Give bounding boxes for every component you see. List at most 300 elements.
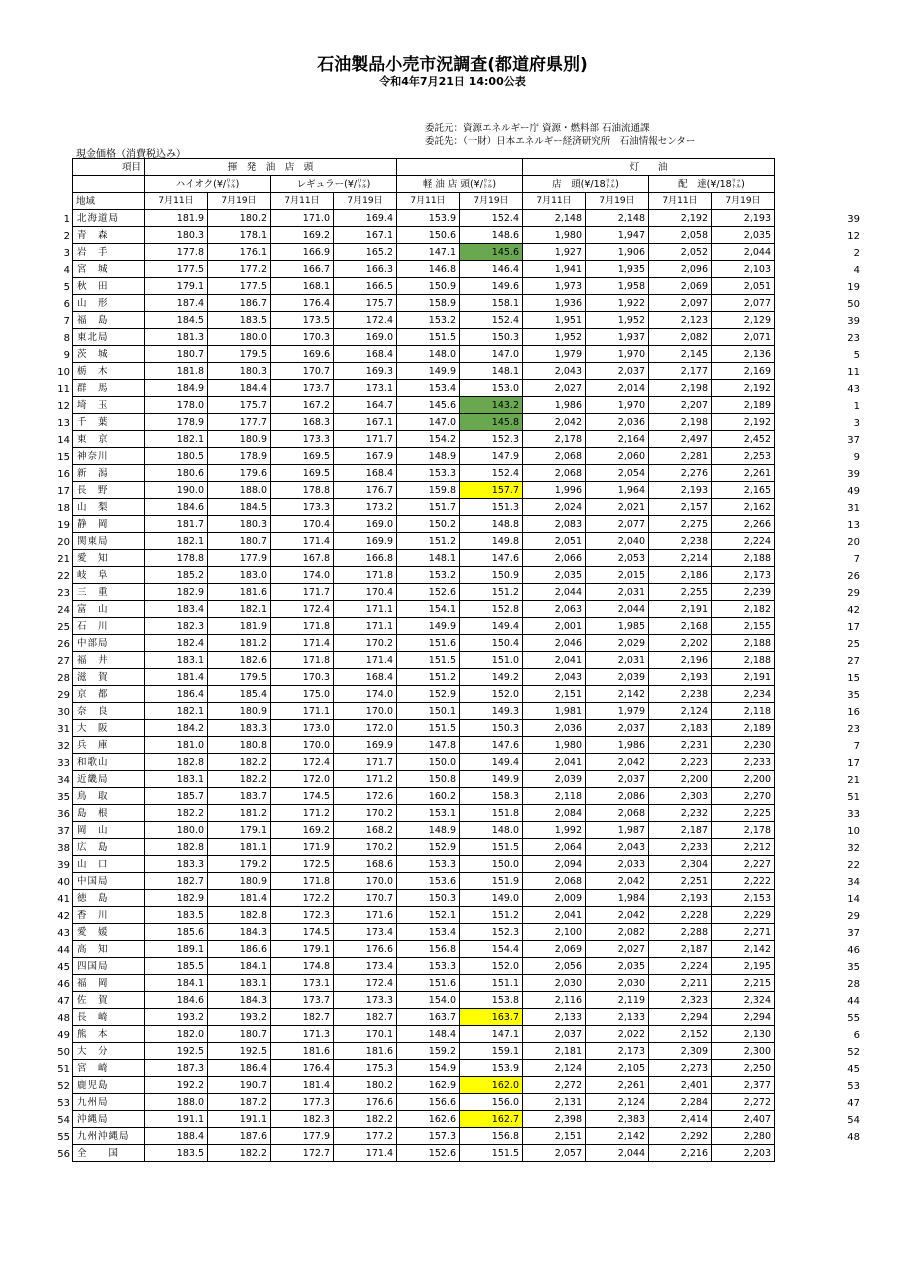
rank-value: 45 [847, 1064, 860, 1075]
row-number: 54 [57, 1115, 70, 1126]
price-cell: 2,036 [586, 414, 649, 431]
price-cell: 185.6 [145, 924, 208, 941]
price-cell: 2,233 [712, 754, 775, 771]
price-cell: 183.5 [208, 312, 271, 329]
price-cell: 192.2 [145, 1077, 208, 1094]
price-cell: 2,043 [586, 839, 649, 856]
price-cell: 151.7 [397, 499, 460, 516]
price-cell: 182.2 [208, 771, 271, 788]
rank-value: 26 [847, 571, 860, 582]
price-cell: 2,234 [712, 686, 775, 703]
row-number: 11 [57, 384, 70, 395]
price-cell: 152.3 [460, 431, 523, 448]
region-name: 徳 島 [73, 890, 145, 907]
price-table [72, 158, 775, 1162]
price-cell: 178.8 [271, 482, 334, 499]
table-row [73, 635, 775, 652]
row-number: 50 [57, 1047, 70, 1058]
price-cell: 173.1 [334, 380, 397, 397]
price-cell: 2,044 [586, 1145, 649, 1162]
price-cell: 2,063 [523, 601, 586, 618]
row-number: 40 [57, 877, 70, 888]
price-cell: 2,196 [649, 652, 712, 669]
price-cell: 173.4 [334, 958, 397, 975]
rank-value: 42 [847, 605, 860, 616]
price-cell: 181.8 [145, 363, 208, 380]
rank-value: 48 [847, 1132, 860, 1143]
row-number: 30 [57, 707, 70, 718]
price-cell: 156.8 [397, 941, 460, 958]
price-cell: 150.6 [397, 227, 460, 244]
price-cell: 1,937 [586, 329, 649, 346]
price-cell: 173.7 [271, 992, 334, 1009]
price-cell: 149.4 [460, 618, 523, 635]
price-cell: 173.3 [334, 992, 397, 1009]
table-row [73, 227, 775, 244]
price-cell: 188.4 [145, 1128, 208, 1145]
price-cell: 171.4 [271, 635, 334, 652]
price-cell: 173.2 [334, 499, 397, 516]
rank-value: 10 [847, 826, 860, 837]
price-cell: 162.7 [460, 1111, 523, 1128]
price-cell: 171.9 [271, 839, 334, 856]
price-cell: 182.3 [271, 1111, 334, 1128]
price-cell: 2,057 [523, 1145, 586, 1162]
price-cell: 170.2 [334, 635, 397, 652]
price-cell: 184.6 [145, 499, 208, 516]
price-cell: 181.7 [145, 516, 208, 533]
price-cell: 2,192 [712, 414, 775, 431]
price-cell: 2,198 [649, 414, 712, 431]
rank-value: 25 [847, 639, 860, 650]
price-cell: 2,051 [523, 533, 586, 550]
price-cell: 2,044 [712, 244, 775, 261]
price-cell: 178.9 [208, 448, 271, 465]
price-cell: 2,086 [586, 788, 649, 805]
table-row [73, 431, 775, 448]
price-cell: 2,233 [649, 839, 712, 856]
price-cell: 2,266 [712, 516, 775, 533]
region-name: 鹿児島 [73, 1077, 145, 1094]
date-header: 7月19日 [208, 193, 271, 210]
price-cell: 180.7 [145, 346, 208, 363]
table-row [73, 754, 775, 771]
price-cell: 186.6 [208, 941, 271, 958]
price-cell: 146.4 [460, 261, 523, 278]
price-cell: 2,202 [649, 635, 712, 652]
price-cell: 184.2 [145, 720, 208, 737]
price-cell: 2,198 [649, 380, 712, 397]
row-number: 48 [57, 1013, 70, 1024]
price-cell: 167.8 [271, 550, 334, 567]
price-cell: 182.3 [145, 618, 208, 635]
rank-value: 23 [847, 724, 860, 735]
price-cell: 2,261 [712, 465, 775, 482]
price-cell: 190.0 [145, 482, 208, 499]
region-name: 熊 本 [73, 1026, 145, 1043]
table-row [73, 295, 775, 312]
price-cell: 185.5 [145, 958, 208, 975]
price-cell: 2,021 [586, 499, 649, 516]
price-cell: 2,203 [712, 1145, 775, 1162]
price-cell: 1,980 [523, 227, 586, 244]
price-cell: 2,054 [586, 465, 649, 482]
table-row [73, 975, 775, 992]
table-row [73, 805, 775, 822]
rank-value: 37 [847, 928, 860, 939]
price-cell: 181.9 [208, 618, 271, 635]
price-cell: 2,383 [586, 1111, 649, 1128]
row-number: 5 [63, 282, 70, 293]
price-cell: 182.9 [145, 890, 208, 907]
price-cell: 182.6 [208, 652, 271, 669]
price-cell: 2,094 [523, 856, 586, 873]
price-cell: 152.4 [460, 465, 523, 482]
region-name: 滋 賀 [73, 669, 145, 686]
price-cell: 182.2 [208, 754, 271, 771]
price-cell: 177.3 [271, 1094, 334, 1111]
row-number: 8 [63, 333, 70, 344]
rank-value: 17 [847, 758, 860, 769]
table-row [73, 703, 775, 720]
price-cell: 181.2 [208, 635, 271, 652]
price-cell: 2,294 [649, 1009, 712, 1026]
price-cell: 143.2 [460, 397, 523, 414]
region-name: 千 葉 [73, 414, 145, 431]
price-cell: 152.0 [460, 686, 523, 703]
commissioner-note: 委託元：資源エネルギー庁 資源・燃料部 石油流通課 [425, 123, 650, 134]
rank-value: 37 [847, 435, 860, 446]
row-number: 28 [57, 673, 70, 684]
price-cell: 2,284 [649, 1094, 712, 1111]
price-cell: 152.6 [397, 1145, 460, 1162]
region-name: 青 森 [73, 227, 145, 244]
price-cell: 2,041 [523, 754, 586, 771]
price-cell: 1,979 [586, 703, 649, 720]
date-header: 7月11日 [271, 193, 334, 210]
price-cell: 176.4 [271, 1060, 334, 1077]
price-cell: 2,238 [649, 533, 712, 550]
price-cell: 150.3 [397, 890, 460, 907]
price-cell: 185.2 [145, 567, 208, 584]
price-cell: 1,958 [586, 278, 649, 295]
price-cell: 2,214 [649, 550, 712, 567]
price-cell: 180.6 [145, 465, 208, 482]
price-cell: 183.0 [208, 567, 271, 584]
price-cell: 162.0 [460, 1077, 523, 1094]
price-cell: 171.4 [334, 1145, 397, 1162]
region-name: 福 島 [73, 312, 145, 329]
price-cell: 2,188 [712, 550, 775, 567]
price-cell: 156.0 [460, 1094, 523, 1111]
price-cell: 170.2 [334, 839, 397, 856]
price-cell: 172.4 [271, 754, 334, 771]
row-number: 56 [57, 1149, 70, 1160]
row-number: 27 [57, 656, 70, 667]
region-name: 石 川 [73, 618, 145, 635]
table-row [73, 669, 775, 686]
price-cell: 153.3 [397, 465, 460, 482]
rank-value: 14 [847, 894, 860, 905]
price-cell: 176.6 [334, 941, 397, 958]
price-cell: 2,222 [712, 873, 775, 890]
table-row [73, 312, 775, 329]
price-cell: 2,083 [523, 516, 586, 533]
price-cell: 182.1 [145, 703, 208, 720]
regular-header: レギュラー(¥/㍑) [271, 176, 397, 193]
price-cell: 154.1 [397, 601, 460, 618]
price-cell: 167.9 [334, 448, 397, 465]
item-label: 項目 [73, 159, 145, 176]
price-cell: 2,035 [712, 227, 775, 244]
price-cell: 150.1 [397, 703, 460, 720]
price-cell: 2,131 [523, 1094, 586, 1111]
region-name: 長 野 [73, 482, 145, 499]
price-cell: 179.1 [271, 941, 334, 958]
price-cell: 171.1 [271, 703, 334, 720]
region-name: 中部局 [73, 635, 145, 652]
price-cell: 2,177 [649, 363, 712, 380]
price-cell: 148.0 [460, 822, 523, 839]
price-cell: 187.3 [145, 1060, 208, 1077]
price-cell: 2,046 [523, 635, 586, 652]
table-row [73, 907, 775, 924]
price-cell: 152.4 [460, 210, 523, 227]
price-cell: 2,211 [649, 975, 712, 992]
price-cell: 1,935 [586, 261, 649, 278]
price-cell: 163.7 [460, 1009, 523, 1026]
price-cell: 147.9 [460, 448, 523, 465]
price-cell: 2,116 [523, 992, 586, 1009]
price-cell: 2,178 [712, 822, 775, 839]
price-cell: 1,922 [586, 295, 649, 312]
price-cell: 1,951 [523, 312, 586, 329]
table-row [73, 618, 775, 635]
date-header: 7月19日 [712, 193, 775, 210]
price-cell: 2,275 [649, 516, 712, 533]
price-cell: 2,168 [649, 618, 712, 635]
price-cell: 2,037 [586, 771, 649, 788]
price-cell: 186.4 [208, 1060, 271, 1077]
price-cell: 169.5 [271, 465, 334, 482]
price-cell: 180.7 [208, 1026, 271, 1043]
price-cell: 152.9 [397, 686, 460, 703]
gasoline-header: 揮 発 油 店 頭 [145, 159, 397, 176]
price-cell: 151.0 [460, 652, 523, 669]
price-cell: 180.2 [334, 1077, 397, 1094]
table-row [73, 244, 775, 261]
price-cell: 2,173 [712, 567, 775, 584]
row-number: 53 [57, 1098, 70, 1109]
price-cell: 157.7 [460, 482, 523, 499]
price-cell: 154.0 [397, 992, 460, 1009]
price-cell: 2,077 [586, 516, 649, 533]
price-cell: 166.8 [334, 550, 397, 567]
date-header: 7月11日 [397, 193, 460, 210]
price-cell: 2,227 [712, 856, 775, 873]
region-name: 四国局 [73, 958, 145, 975]
price-cell: 2,037 [586, 363, 649, 380]
price-cell: 171.8 [271, 652, 334, 669]
region-name: 静 岡 [73, 516, 145, 533]
price-cell: 171.2 [271, 805, 334, 822]
region-name: 沖縄局 [73, 1111, 145, 1128]
price-cell: 180.3 [145, 227, 208, 244]
price-cell: 2,035 [523, 567, 586, 584]
rank-value: 55 [847, 1013, 860, 1024]
price-cell: 1,906 [586, 244, 649, 261]
price-cell: 149.9 [397, 363, 460, 380]
region-name: 東 京 [73, 431, 145, 448]
price-cell: 177.9 [208, 550, 271, 567]
price-cell: 159.2 [397, 1043, 460, 1060]
kerosene-store-header: 店 頭(¥/18㍑) [523, 176, 649, 193]
price-cell: 2,188 [712, 635, 775, 652]
price-cell: 182.4 [145, 635, 208, 652]
price-cell: 2,027 [586, 941, 649, 958]
price-cell: 151.2 [397, 669, 460, 686]
price-cell: 2,300 [712, 1043, 775, 1060]
price-cell: 175.7 [334, 295, 397, 312]
price-cell: 181.6 [208, 584, 271, 601]
price-cell: 2,231 [649, 737, 712, 754]
region-name: 高 知 [73, 941, 145, 958]
price-cell: 150.3 [460, 329, 523, 346]
price-cell: 172.4 [334, 312, 397, 329]
price-cell: 2,304 [649, 856, 712, 873]
price-cell: 172.5 [271, 856, 334, 873]
price-cell: 171.8 [271, 873, 334, 890]
price-cell: 169.6 [271, 346, 334, 363]
table-row [73, 601, 775, 618]
row-number: 21 [57, 554, 70, 565]
price-cell: 169.9 [334, 533, 397, 550]
price-cell: 160.2 [397, 788, 460, 805]
price-cell: 2,042 [523, 414, 586, 431]
price-cell: 1,936 [523, 295, 586, 312]
price-cell: 1,952 [523, 329, 586, 346]
price-cell: 177.5 [145, 261, 208, 278]
region-name: 群 馬 [73, 380, 145, 397]
price-cell: 180.3 [208, 363, 271, 380]
price-cell: 184.9 [145, 380, 208, 397]
price-cell: 169.3 [334, 363, 397, 380]
date-header: 7月19日 [334, 193, 397, 210]
row-number: 9 [63, 350, 70, 361]
price-cell: 2,309 [649, 1043, 712, 1060]
price-cell: 184.5 [145, 312, 208, 329]
price-cell: 178.9 [145, 414, 208, 431]
price-cell: 2,042 [586, 907, 649, 924]
price-cell: 183.1 [208, 975, 271, 992]
rank-value: 35 [847, 690, 860, 701]
price-cell: 181.2 [208, 805, 271, 822]
price-cell: 2,230 [712, 737, 775, 754]
row-number: 3 [63, 248, 70, 259]
price-cell: 1,985 [586, 618, 649, 635]
region-name: 山 形 [73, 295, 145, 312]
price-cell: 179.1 [145, 278, 208, 295]
price-cell: 2,130 [712, 1026, 775, 1043]
price-cell: 145.6 [460, 244, 523, 261]
row-number: 18 [57, 503, 70, 514]
row-number: 26 [57, 639, 70, 650]
region-name: 新 潟 [73, 465, 145, 482]
table-row [73, 465, 775, 482]
price-cell: 2,216 [649, 1145, 712, 1162]
table-row [73, 686, 775, 703]
row-number: 38 [57, 843, 70, 854]
table-row [73, 1145, 775, 1162]
price-cell: 2,069 [523, 941, 586, 958]
price-cell: 182.7 [145, 873, 208, 890]
price-cell: 145.8 [460, 414, 523, 431]
region-name: 三 重 [73, 584, 145, 601]
price-cell: 2,272 [523, 1077, 586, 1094]
price-cell: 180.9 [208, 873, 271, 890]
price-cell: 175.3 [334, 1060, 397, 1077]
price-cell: 151.9 [460, 873, 523, 890]
price-cell: 193.2 [145, 1009, 208, 1026]
table-row [73, 652, 775, 669]
price-cell: 191.1 [145, 1111, 208, 1128]
price-cell: 187.4 [145, 295, 208, 312]
price-cell: 178.1 [208, 227, 271, 244]
region-name: 岡 山 [73, 822, 145, 839]
rank-value: 13 [847, 520, 860, 531]
price-cell: 2,191 [649, 601, 712, 618]
price-cell: 169.0 [334, 329, 397, 346]
region-name: 茨 城 [73, 346, 145, 363]
price-cell: 2,044 [523, 584, 586, 601]
price-cell: 172.6 [334, 788, 397, 805]
price-cell: 2,253 [712, 448, 775, 465]
price-cell: 2,377 [712, 1077, 775, 1094]
table-row [73, 584, 775, 601]
price-cell: 183.5 [145, 907, 208, 924]
price-cell: 184.3 [208, 924, 271, 941]
rank-value: 35 [847, 962, 860, 973]
price-cell: 2,497 [649, 431, 712, 448]
price-cell: 154.9 [397, 1060, 460, 1077]
price-cell: 2,136 [712, 346, 775, 363]
price-cell: 162.9 [397, 1077, 460, 1094]
region-name: 鳥 取 [73, 788, 145, 805]
table-row [73, 737, 775, 754]
price-cell: 181.4 [145, 669, 208, 686]
row-number: 31 [57, 724, 70, 735]
price-cell: 185.4 [208, 686, 271, 703]
price-cell: 169.5 [271, 448, 334, 465]
price-cell: 179.2 [208, 856, 271, 873]
price-cell: 2,292 [649, 1128, 712, 1145]
price-cell: 152.1 [397, 907, 460, 924]
price-cell: 2,029 [586, 635, 649, 652]
price-cell: 2,452 [712, 431, 775, 448]
price-cell: 182.1 [145, 431, 208, 448]
region-name: 奈 良 [73, 703, 145, 720]
rank-value: 23 [847, 333, 860, 344]
rank-value: 3 [853, 418, 860, 429]
table-row [73, 516, 775, 533]
table-row [73, 1111, 775, 1128]
region-name: 秋 田 [73, 278, 145, 295]
price-cell: 2,155 [712, 618, 775, 635]
price-cell: 2,189 [712, 397, 775, 414]
price-cell: 2,142 [712, 941, 775, 958]
price-cell: 2,039 [523, 771, 586, 788]
price-cell: 2,324 [712, 992, 775, 1009]
